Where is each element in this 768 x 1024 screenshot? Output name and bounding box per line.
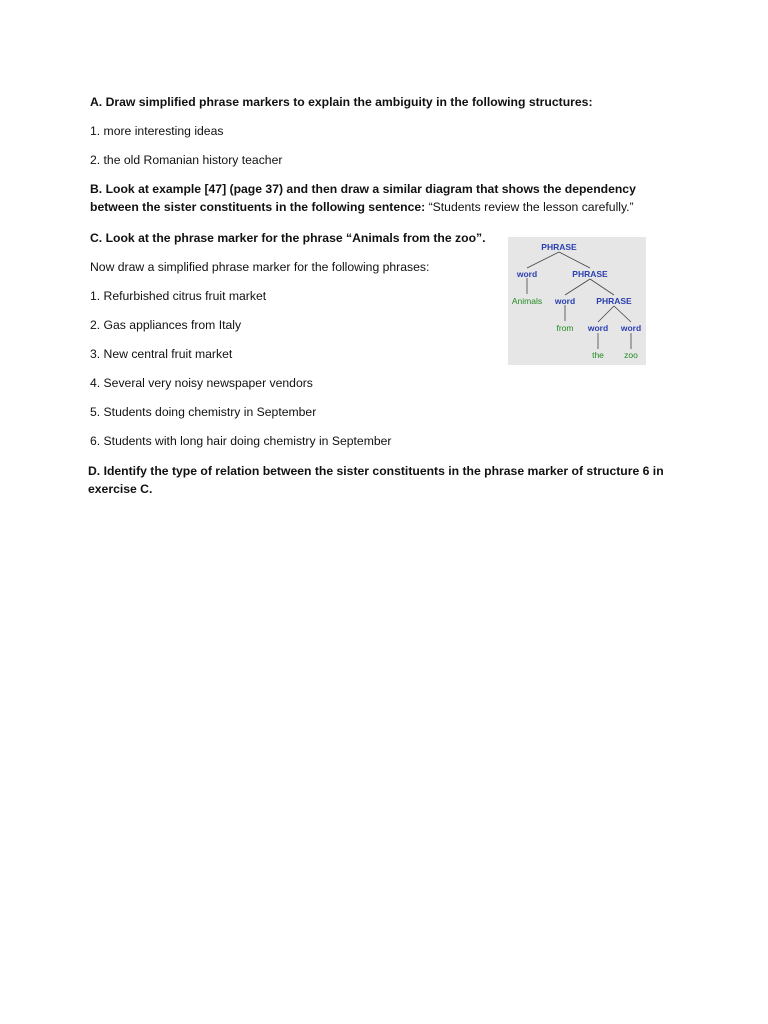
branch-phrase2-word2 <box>565 279 590 295</box>
node-phrase-3: PHRASE <box>596 296 632 306</box>
exercise-c-item-4: 4. Several very noisy newspaper vendors <box>90 376 313 390</box>
leaf-animals: Animals <box>511 296 543 306</box>
exercise-d-text: D. Identify the type of relation between the sister constituents in the phrase marker of structure 6 in exercise C. <box>88 464 664 496</box>
branch-phrase3-word4 <box>614 306 631 322</box>
leaf-zoo: zoo <box>624 350 638 360</box>
exercise-c-item-6: 6. Students with long hair doing chemistry in September <box>90 434 392 448</box>
exercise-a-item-1: 1. more interesting ideas <box>90 124 224 138</box>
branch-root-word1 <box>527 252 559 268</box>
node-phrase-2: PHRASE <box>572 269 608 279</box>
exercise-a-item-2: 2. the old Romanian history teacher <box>90 153 283 167</box>
phrase-marker-tree <box>508 237 646 365</box>
leaf-the: the <box>592 350 604 360</box>
exercise-b-line-1: B. Look at example [47] (page 37) and then draw a similar diagram that shows the dependency <box>90 182 636 196</box>
exercise-c-instruction: Now draw a simplified phrase marker for the following phrases: <box>90 260 430 274</box>
exercise-a-heading: A. Draw simplified phrase markers to explain the ambiguity in the following structures: <box>90 95 593 109</box>
exercise-c-item-3: 3. New central fruit market <box>90 347 233 361</box>
node-word-1: word <box>516 269 538 279</box>
exercise-b-line-2-text: between the sister constituents in the following sentence: <box>90 200 429 214</box>
node-word-3: word <box>587 323 609 333</box>
leaf-from: from <box>556 323 574 333</box>
exercise-c-heading: C. Look at the phrase marker for the phrase “Animals from the zoo”. <box>90 231 486 245</box>
exercise-b-quote: “Students review the lesson carefully.” <box>428 200 634 214</box>
exercise-c-item-2: 2. Gas appliances from Italy <box>90 318 242 332</box>
node-word-2: word <box>554 296 576 306</box>
node-word-4: word <box>620 323 642 333</box>
node-phrase-root: PHRASE <box>541 242 577 252</box>
phrase-marker-diagram <box>508 237 646 365</box>
branch-phrase2-phrase3 <box>590 279 614 295</box>
exercise-c-item-5: 5. Students doing chemistry in September <box>90 405 317 419</box>
exercise-b-line-2 <box>90 198 634 216</box>
branch-root-phrase2 <box>559 252 590 268</box>
exercise-c-item-1: 1. Refurbished citrus fruit market <box>90 289 267 303</box>
branch-phrase3-word3 <box>598 306 614 322</box>
